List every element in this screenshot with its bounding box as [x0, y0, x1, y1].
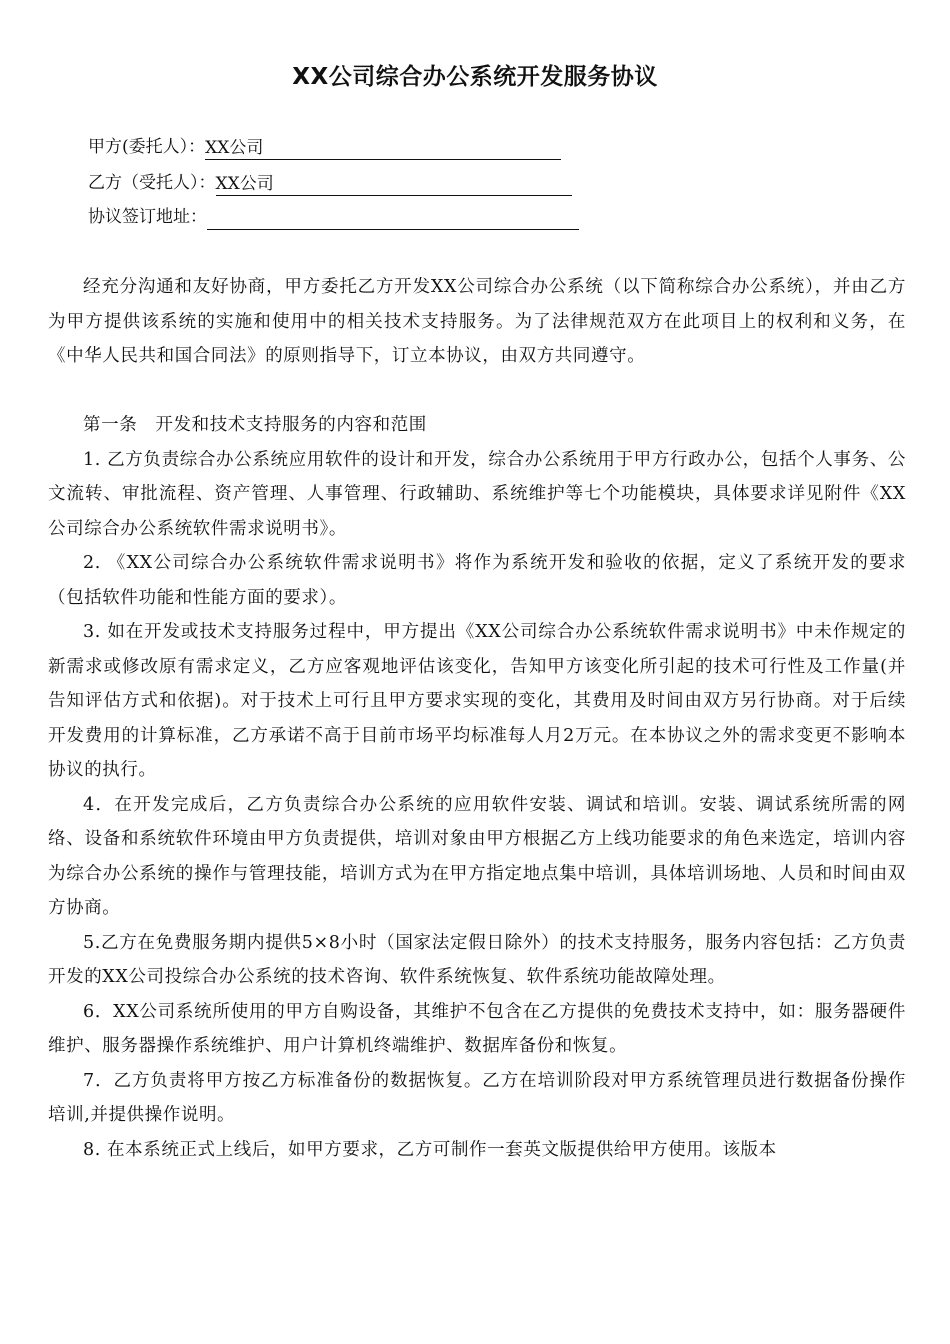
signing-address-value: [207, 207, 579, 230]
document-body: [48, 270, 906, 1167]
article-1-item-2: 2. 《XX公司综合办公系统软件需求说明书》将作为系统开发和验收的依据，定义了系统开发的要求（包括软件功能和性能方面的要求）。: [48, 553, 906, 608]
signing-address-line: [88, 204, 579, 230]
party-b-label: 乙方（受托人）：: [88, 173, 216, 193]
article-1-item-8: 8. 在本系统正式上线后，如甲方要求，乙方可制作一套英文版提供给甲方使用。该版本: [83, 1139, 777, 1160]
article-1-item-4: 4．在开发完成后，乙方负责综合办公系统的应用软件安装、调试和培训。安装、调试系统所需的网络、设备和系统软件环境由甲方负责提供，培训对象由甲方根据乙方上线功能要求的角色来选定，培训内容为综合办公系统的操作与管理技能，培训方式为在甲方指定地点集中培训，具体培训场地、人员和时间由双方协商。: [48, 794, 906, 918]
article-1-item-1: 1. 乙方负责综合办公系统应用软件的设计和开发，综合办公系统用于甲方行政办公，包括个人事务、公文流转、审批流程、资产管理、人事管理、行政辅助、系统维护等七个功能模块，具体要求详见附件《XX公司综合办公系统软件需求说明书》。: [48, 449, 906, 539]
party-a-label: 甲方(委托人）：: [88, 137, 206, 157]
preamble-paragraph: 经充分沟通和友好协商，甲方委托乙方开发XX公司综合办公系统（以下简称综合办公系统），并由乙方为甲方提供该系统的实施和使用中的相关技术支持服务。为了法律规范双方在此项目上的权利和义务，在《中华人民共和国合同法》的原则指导下，订立本协议，由双方共同遵守。: [48, 277, 906, 366]
document-title: XX公司综合办公系统开发服务协议: [292, 64, 658, 90]
party-a-value: XX公司: [205, 137, 561, 160]
article-1-item-7: 7．乙方负责将甲方按乙方标准备份的数据恢复。乙方在培训阶段对甲方系统管理员进行数据备份操作培训,并提供操作说明。: [48, 1070, 906, 1125]
party-a-line: [88, 134, 561, 160]
signing-address-label: 协议签订地址：: [88, 207, 207, 227]
article-1-item-3: 3. 如在开发或技术支持服务过程中，甲方提出《XX公司综合办公系统软件需求说明书》中未作规定的新需求或修改原有需求定义，乙方应客观地评估该变化，告知甲方该变化所引起的技术可行性及工作量(并告知评估方式和依据)。对于技术上可行且甲方要求实现的变化，其费用及时间由双方另行协商。对于后续开发费用的计算标准，乙方承诺不高于目前市场平均标准每人月2万元。在本协议之外的需求变更不影响本协议的执行。: [48, 622, 906, 780]
paragraph-spacer: [48, 374, 906, 409]
party-b-value: XX公司: [216, 173, 572, 196]
article-1-heading: 第一条 开发和技术支持服务的内容和范围: [83, 415, 427, 435]
article-1-item-5: 5.乙方在免费服务期内提供5×8小时（国家法定假日除外）的技术支持服务，服务内容包括：乙方负责开发的XX公司投综合办公系统的技术咨询、软件系统恢复、软件系统功能故障处理。: [48, 932, 906, 987]
party-b-line: [88, 170, 572, 196]
article-1-item-6: 6．XX公司系统所使用的甲方自购设备，其维护不包含在乙方提供的免费技术支持中，如：服务器硬件维护、服务器操作系统维护、用户计算机终端维护、数据库备份和恢复。: [48, 1001, 906, 1056]
